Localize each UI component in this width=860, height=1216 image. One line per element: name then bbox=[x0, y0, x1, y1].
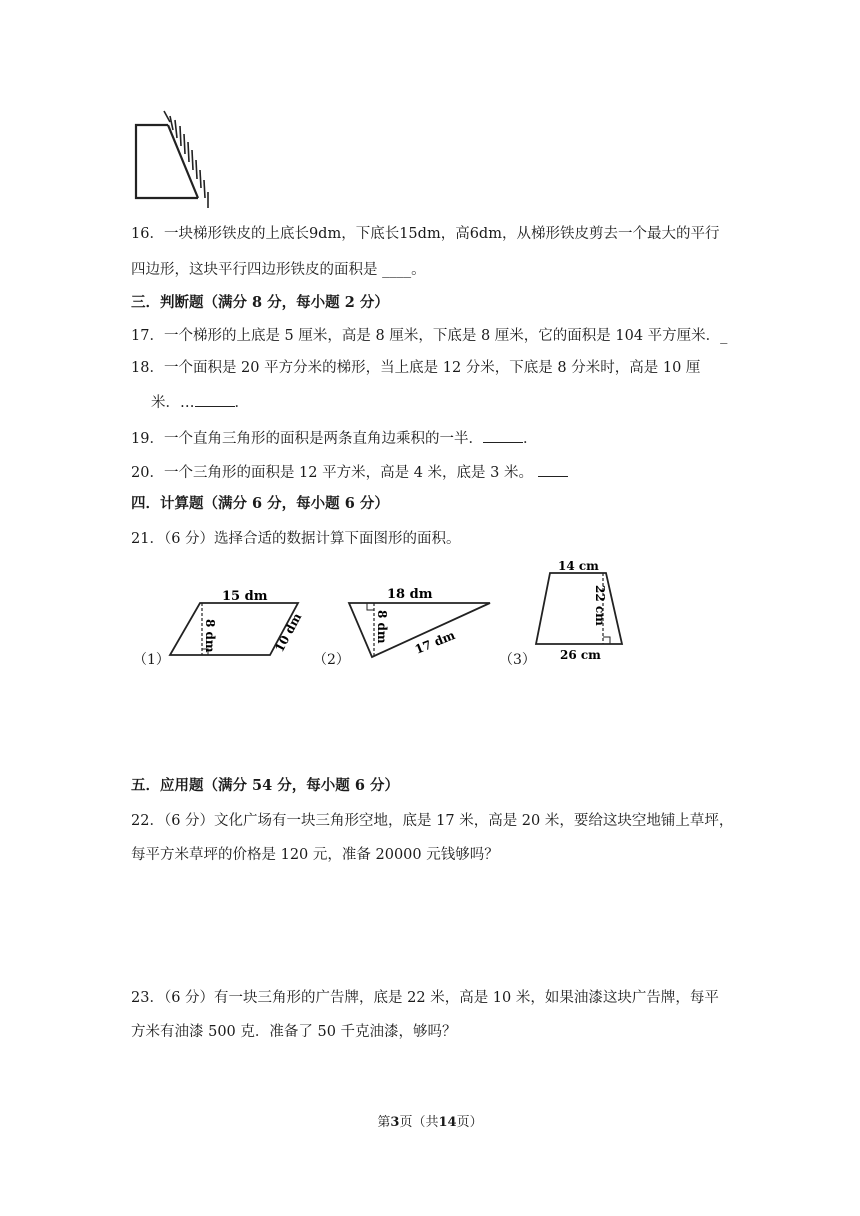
question-19 bbox=[131, 428, 537, 449]
page-footer bbox=[0, 1111, 860, 1130]
question-17: 17．一个梯形的上底是 5 厘米，高是 8 厘米，下底是 8 厘米，它的面积是 104 平方厘米．_ bbox=[131, 328, 728, 344]
question-19-text: 19．一个直角三角形的面积是两条直角边乘积的一半． bbox=[131, 431, 483, 447]
figure-3-trapezoid bbox=[530, 555, 630, 665]
figure-2-top-label: 18 dm bbox=[387, 587, 433, 602]
figure-2-height-label: 8 dm bbox=[375, 610, 389, 644]
figure-2-side-label: 17 dm bbox=[412, 628, 458, 657]
question-16-line2: 四边形，这块平行四边形铁皮的面积是 ____。 bbox=[131, 262, 426, 278]
figure-1-height-label: 8 dm bbox=[203, 619, 217, 653]
figure-3-top-label: 14 cm bbox=[558, 559, 599, 573]
footer-prefix: 第 bbox=[377, 1115, 391, 1130]
footer-page-number: 3 bbox=[390, 1115, 400, 1130]
footer-suffix: 页） bbox=[456, 1115, 483, 1130]
figure-3-height-label: 22 cm bbox=[593, 585, 607, 626]
question-18-line2 bbox=[151, 392, 249, 413]
answer-blank bbox=[538, 462, 568, 477]
figure-2-label: （2） bbox=[313, 652, 350, 668]
answer-blank bbox=[195, 392, 235, 407]
question-20-text: 20．一个三角形的面积是 12 平方米，高是 4 米，底是 3 米。 bbox=[131, 465, 534, 481]
figure-1-label: （1） bbox=[133, 652, 170, 668]
question-23-line2: 方米有油漆 500 克．准备了 50 千克油漆，够吗？ bbox=[131, 1024, 457, 1040]
question-21: 21．（6 分）选择合适的数据计算下面图形的面积。 bbox=[131, 531, 461, 547]
question-20 bbox=[131, 462, 568, 483]
figure-2-triangle bbox=[345, 582, 497, 662]
section-5-heading: 五．应用题（满分 54 分，每小题 6 分） bbox=[131, 777, 399, 794]
hatched-trapezoid-figure bbox=[128, 108, 218, 208]
figure-1-side-label: 10 dm bbox=[272, 610, 305, 655]
answer-blank bbox=[483, 428, 523, 443]
footer-mid: 页（共 bbox=[399, 1115, 439, 1130]
figure-3-bottom-label: 26 cm bbox=[560, 648, 601, 662]
question-18-line1: 18．一个面积是 20 平方分米的梯形，当上底是 12 分米，下底是 8 分米时，高是 10 厘 bbox=[131, 360, 701, 376]
question-18-text: 米．… bbox=[151, 395, 195, 411]
figure-3-label: （3） bbox=[499, 652, 536, 668]
question-23-line1: 23．（6 分）有一块三角形的广告牌，底是 22 米，高是 10 米，如果油漆这块广告牌，每平 bbox=[131, 990, 719, 1006]
question-19-end: ． bbox=[522, 431, 538, 447]
footer-total-pages: 14 bbox=[438, 1115, 457, 1130]
figure-1-top-label: 15 dm bbox=[222, 589, 268, 604]
section-3-heading: 三．判断题（满分 8 分，每小题 2 分） bbox=[131, 294, 389, 311]
section-4-heading: 四．计算题（满分 6 分，每小题 6 分） bbox=[131, 495, 389, 512]
question-22-line1: 22．（6 分）文化广场有一块三角形空地，底是 17 米，高是 20 米，要给这块空地铺上草坪， bbox=[131, 813, 734, 829]
question-16-line1: 16．一块梯形铁皮的上底长9dm，下底长15dm，高6dm，从梯形铁皮剪去一个最大的平行 bbox=[131, 226, 720, 242]
figure-1-parallelogram bbox=[164, 585, 314, 665]
question-22-line2: 每平方米草坪的价格是 120 元，准备 20000 元钱够吗？ bbox=[131, 847, 499, 863]
question-18-end: ． bbox=[234, 395, 249, 411]
